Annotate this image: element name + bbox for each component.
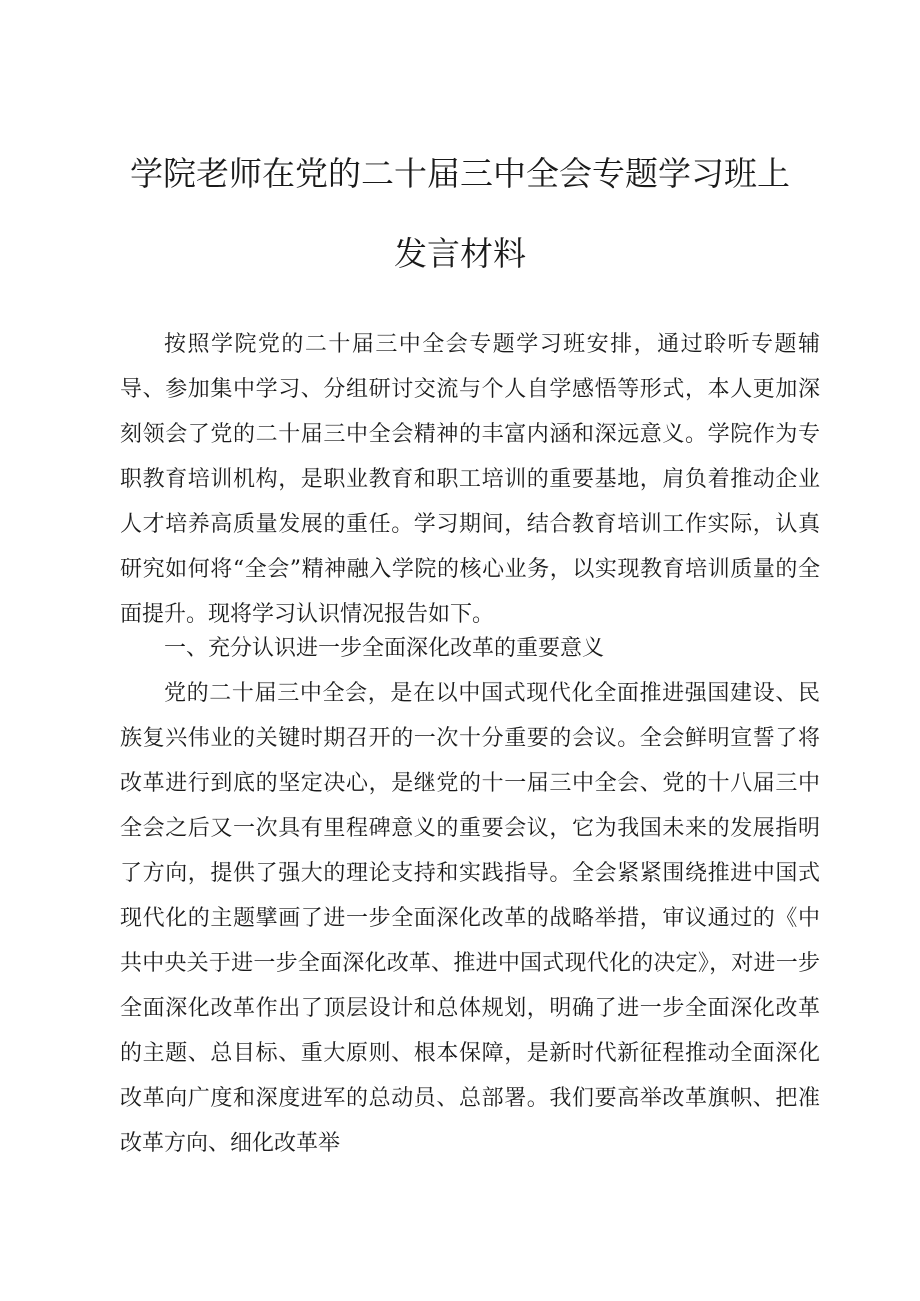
document-title-line2: 发言材料 (394, 234, 526, 273)
section-heading-1: 一、充分认识进一步全面深化改革的重要意义 (164, 636, 605, 661)
paragraph-intro: 按照学院党的二十届三中全会专题学习班安排，通过聆听专题辅导、参加集中学习、分组研讨交流与个人自学感悟等形式，本人更加深刻领会了党的二十届三中全会精神的丰富内涵和深远意义。学院作为专职教育培训机构，是职业教育和职工培训的重要基地，肩负着推动企业人才培养高质量发展的重任。学习期间，结合教育培训工作实际，认真研究如何将“全会”精神融入学院的核心业务，以实现教育培训质量的全面提升。现将学习认识情况报告如下。 (120, 332, 820, 627)
paragraph-section-1: 党的二十届三中全会，是在以中国式现代化全面推进强国建设、民族复兴伟业的关键时期召开的一次十分重要的会议。全会鲜明宣誓了将改革进行到底的坚定决心，是继党的十一届三中全会、党的十八届三中全会之后又一次具有里程碑意义的重要会议，它为我国未来的发展指明了方向，提供了强大的理论支持和实践指导。全会紧紧围绕推进中国式现代化的主题擘画了进一步全面深化改革的战略举措，审议通过的《中共中央关于进一步全面深化改革、推进中国式现代化的决定》，对进一步全面深化改革作出了顶层设计和总体规划，明确了进一步全面深化改革的主题、总目标、重大原则、根本保障，是新时代新征程推动全面深化改革向广度和深度进军的总动员、总部署。我们要高举改革旗帜、把准改革方向、细化改革举 (120, 681, 820, 1156)
document-title-line1: 学院老师在党的二十届三中全会专题学习班上 (130, 154, 790, 193)
